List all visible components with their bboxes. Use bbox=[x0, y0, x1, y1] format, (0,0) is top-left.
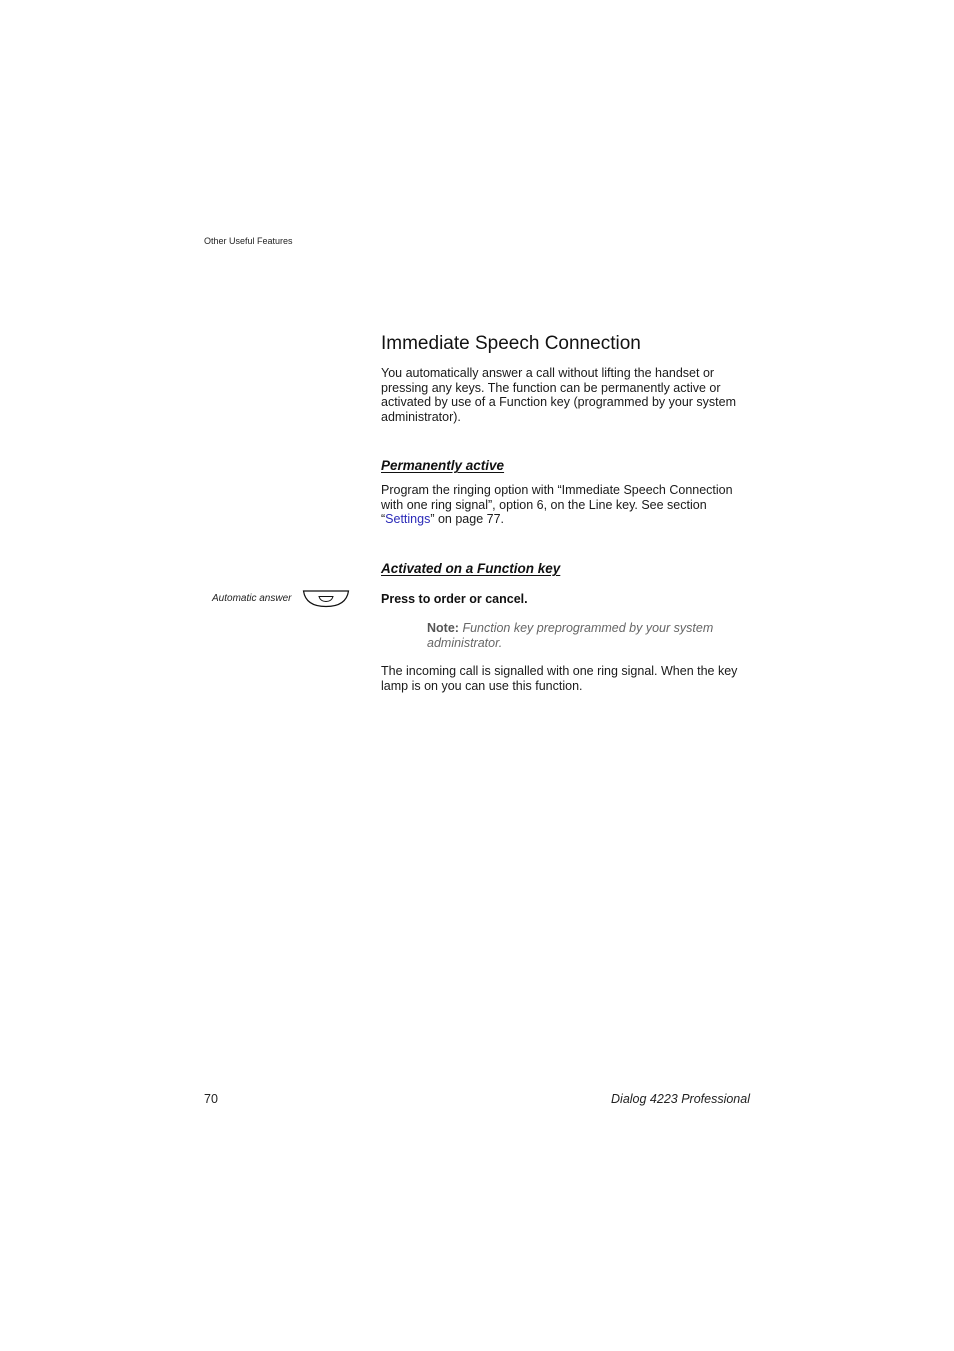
press-instruction: Press to order or cancel. bbox=[381, 592, 528, 606]
page-number: 70 bbox=[204, 1092, 218, 1106]
permanent-text-before: Program the ringing option with “Immediate Speech Connection with one ring signal”, option 6, on the Line key. See section “ bbox=[381, 483, 733, 526]
running-header: Other Useful Features bbox=[204, 236, 293, 246]
permanently-active-heading: Permanently active bbox=[381, 458, 505, 473]
function-key-icon bbox=[302, 589, 350, 614]
note-label: Note: bbox=[427, 621, 459, 635]
settings-link[interactable]: Settings bbox=[385, 512, 431, 526]
permanent-text-after: ” on page 77. bbox=[430, 512, 505, 526]
note bbox=[427, 621, 747, 650]
automatic-answer-label: Automatic answer bbox=[212, 593, 292, 604]
function-description: The incoming call is signalled with one ring signal. When the key lamp is on you can use this function. bbox=[381, 664, 738, 693]
intro-paragraph: You automatically answer a call without lifting the handset or pressing any keys. The function can be permanently active or activated by use of a Function key (programmed by your system administrator). bbox=[381, 366, 737, 424]
permanently-active-paragraph bbox=[381, 483, 751, 527]
note-text: Function key preprogrammed by your system administrator. bbox=[427, 621, 714, 650]
product-name: Dialog 4223 Professional bbox=[611, 1092, 750, 1106]
function-key-heading: Activated on a Function key bbox=[381, 561, 561, 576]
page-title: Immediate Speech Connection bbox=[381, 333, 641, 354]
